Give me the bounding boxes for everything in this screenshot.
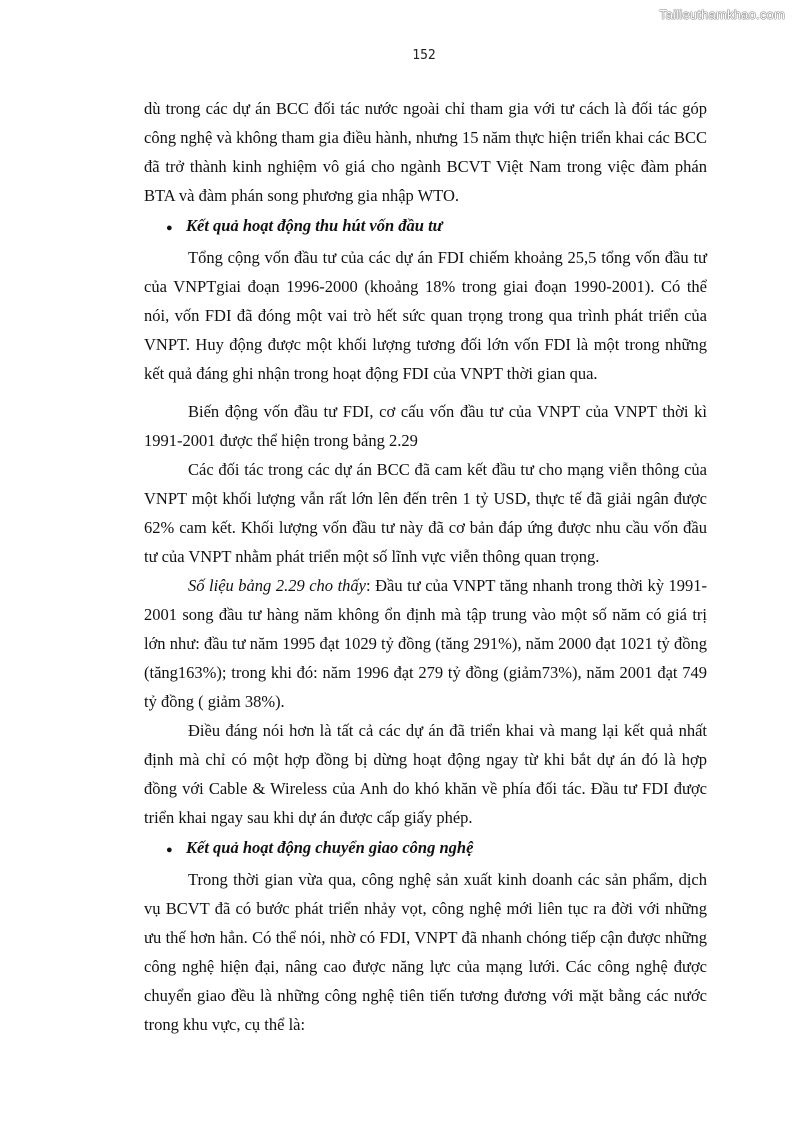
bullet-dot-icon: ● [166,222,173,234]
bullet-heading-text: Kết quả hoạt động chuyển giao công nghệ [186,838,474,857]
page-number: 152 [412,48,436,63]
paragraph-5-body: : Đầu tư của VNPT tăng nhanh trong thời kỳ 1991- 2001 song đầu tư hàng năm không ổn định mà tập trung vào một số năm có giá trị lớn như: đầu tư năm 1995 đạt 1029 tỷ đồng (tăng 291%), năm 2000 đạt 1021 tỷ đồng (tăng163%); trong khi đó: năm 1996 đạt 279 tỷ đồng (giảm73%), năm 2001 đạt 749 tỷ đồng ( giảm 38%). [144,576,707,711]
paragraph-5 [144,571,707,716]
paragraph-1: dù trong các dự án BCC đối tác nước ngoài chỉ tham gia với tư cách là đối tác góp công nghệ và không tham gia điều hành, nhưng 15 năm thực hiện triển khai các BCC đã trở thành kinh nghiệm vô giá cho ngành BCVT Việt Nam trong việc đàm phán BTA và đàm phán song phương gia nhập WTO. [144,99,707,205]
paragraph-5-lead: Số liệu bảng 2.29 cho thấy [188,576,366,595]
bullet-heading-text: Kết quả hoạt động thu hút vốn đầu tư [186,216,443,235]
watermark: Tailieuthamkhao.com [659,7,785,22]
bullet-heading-investment [144,211,707,243]
bullet-heading-technology [144,833,707,865]
paragraph-6: Điều đáng nói hơn là tất cả các dự án đã triển khai và mang lại kết quả nhất định mà chỉ có một hợp đồng bị dừng hoạt động ngay từ khi bắt dự án đó là hợp đồng với Cable & Wireless của Anh do khó khăn về phía đối tác. Đầu tư FDI được triển khai ngay sau khi dự án được cấp giấy phép. [144,721,707,827]
paragraph-3: Biến động vốn đầu tư FDI, cơ cấu vốn đầu tư của VNPT của VNPT thời kì 1991-2001 được thể hiện trong bảng 2.29 [144,402,707,450]
paragraph-2: Tổng cộng vốn đầu tư của các dự án FDI chiếm khoảng 25,5 tổng vốn đầu tư của VNPTgiai đoạn 1996-2000 (khoảng 18% trong giai đoạn 1990-2001). Có thể nói, vốn FDI đã đóng một vai trò hết sức quan trọng trong qua trình phát triển của VNPT. Huy động được một khối lượng tương đối lớn vốn FDI là một trong những kết quả đáng ghi nhận trong hoạt động FDI của VNPT thời gian qua. [144,248,707,383]
bullet-dot-icon: ● [166,844,173,856]
paragraph-7: Trong thời gian vừa qua, công nghệ sản xuất kinh doanh các sản phẩm, dịch vụ BCVT đã có bước phát triển nhảy vọt, công nghệ mới liên tục ra đời với những ưu thế hơn hẳn. Có thể nói, nhờ có FDI, VNPT đã nhanh chóng tiếp cận được những công nghệ hiện đại, nâng cao được năng lực của mạng lưới. Các công nghệ được chuyển giao đều là những công nghệ tiên tiến tương đương với mặt bằng các nước trong khu vực, cụ thể là: [144,870,707,1034]
paragraph-4: Các đối tác trong các dự án BCC đã cam kết đầu tư cho mạng viễn thông của VNPT một khối lượng vẫn rất lớn lên đến trên 1 tỷ USD, thực tế đã giải ngân được 62% cam kết. Khối lượng vốn đầu tư này đã cơ bản đáp ứng được nhu cầu vốn đầu tư của VNPT nhằm phát triển một số lĩnh vực viễn thông quan trọng. [144,460,707,566]
document-body [144,94,707,1039]
